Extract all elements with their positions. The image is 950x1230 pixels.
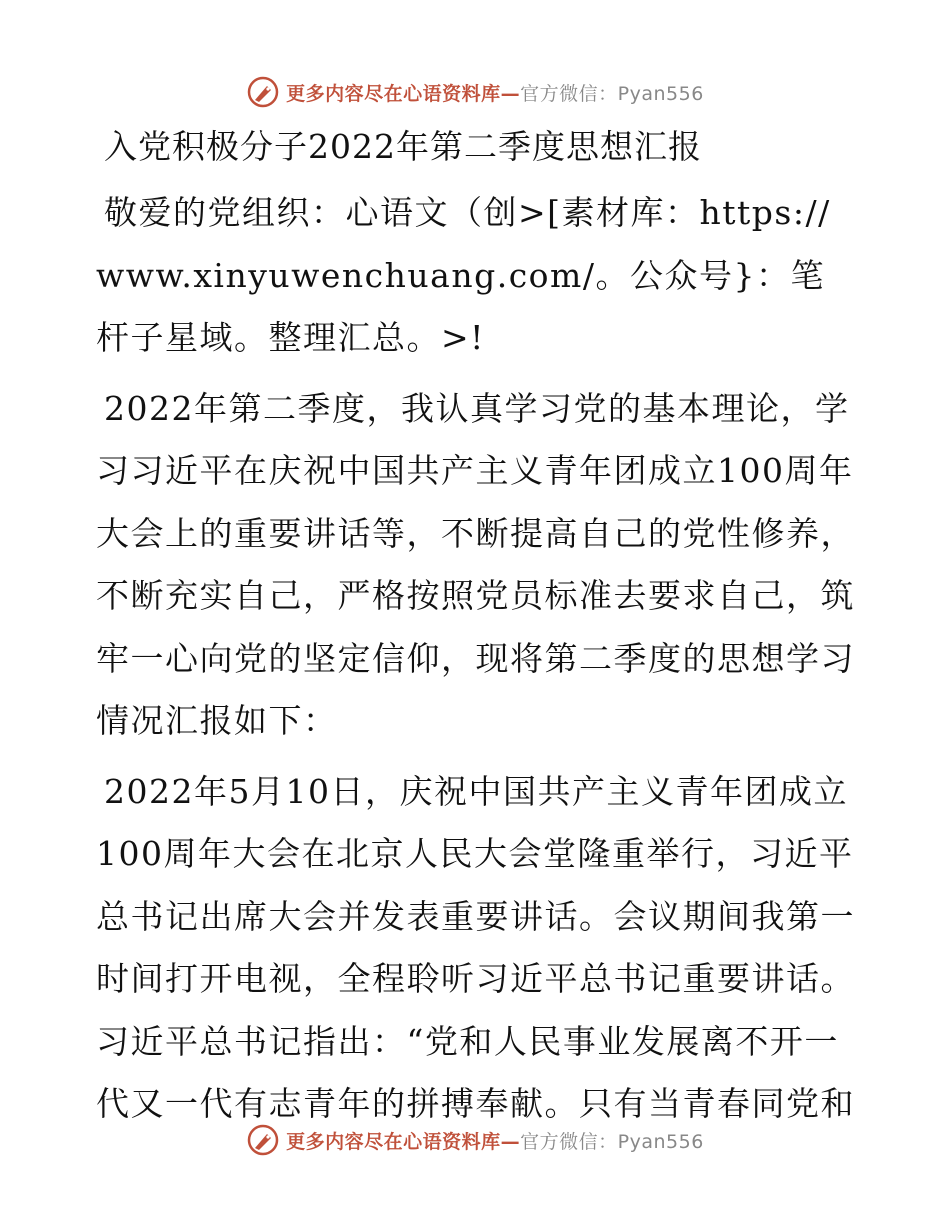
watermark-secondary-text: 官方微信：Pyan556 [520, 1130, 704, 1153]
document-body [96, 122, 856, 1144]
pen-nib-icon [246, 75, 280, 109]
watermark-main-text: 更多内容尽在心语资料库— [286, 1130, 521, 1153]
watermark-text [286, 79, 704, 106]
document-title: 入党积极分子2022年第二季度思想汇报 [104, 127, 702, 166]
paragraph-salutation: 敬爱的党组织：心语文（创>[素材库：https://www.xinyuwenchuang.com/。公众号}：笔杆子星域。整理汇总。>! [96, 193, 831, 357]
watermark-text [286, 1127, 704, 1154]
watermark-main-text: 更多内容尽在心语资料库— [286, 82, 521, 105]
header-watermark [0, 72, 950, 112]
pen-nib-icon [246, 1123, 280, 1157]
paragraph-intro: 2022年第二季度，我认真学习党的基本理论，学习习近平在庆祝中国共产主义青年团成立100周年大会上的重要讲话等，不断提高自己的党性修养，不断充实自己，严格按照党员标准去要求自己，筑牢一心向党的坚定信仰，现将第二季度的思想学习情况汇报如下： [96, 388, 855, 740]
paragraph-event: 2022年5月10日，庆祝中国共产主义青年团成立100周年大会在北京人民大会堂隆重举行，习近平总书记出席大会并发表重要讲话。会议期间我第一时间打开电视，全程聆听习近平总书记重要讲话。习近平总书记指出：“党和人民事业发展离不开一代又一代有志青年的拼搏奉献。只有当青春同党和 [96, 771, 855, 1123]
watermark-secondary-text: 官方微信：Pyan556 [520, 82, 704, 105]
footer-watermark [0, 1120, 950, 1160]
